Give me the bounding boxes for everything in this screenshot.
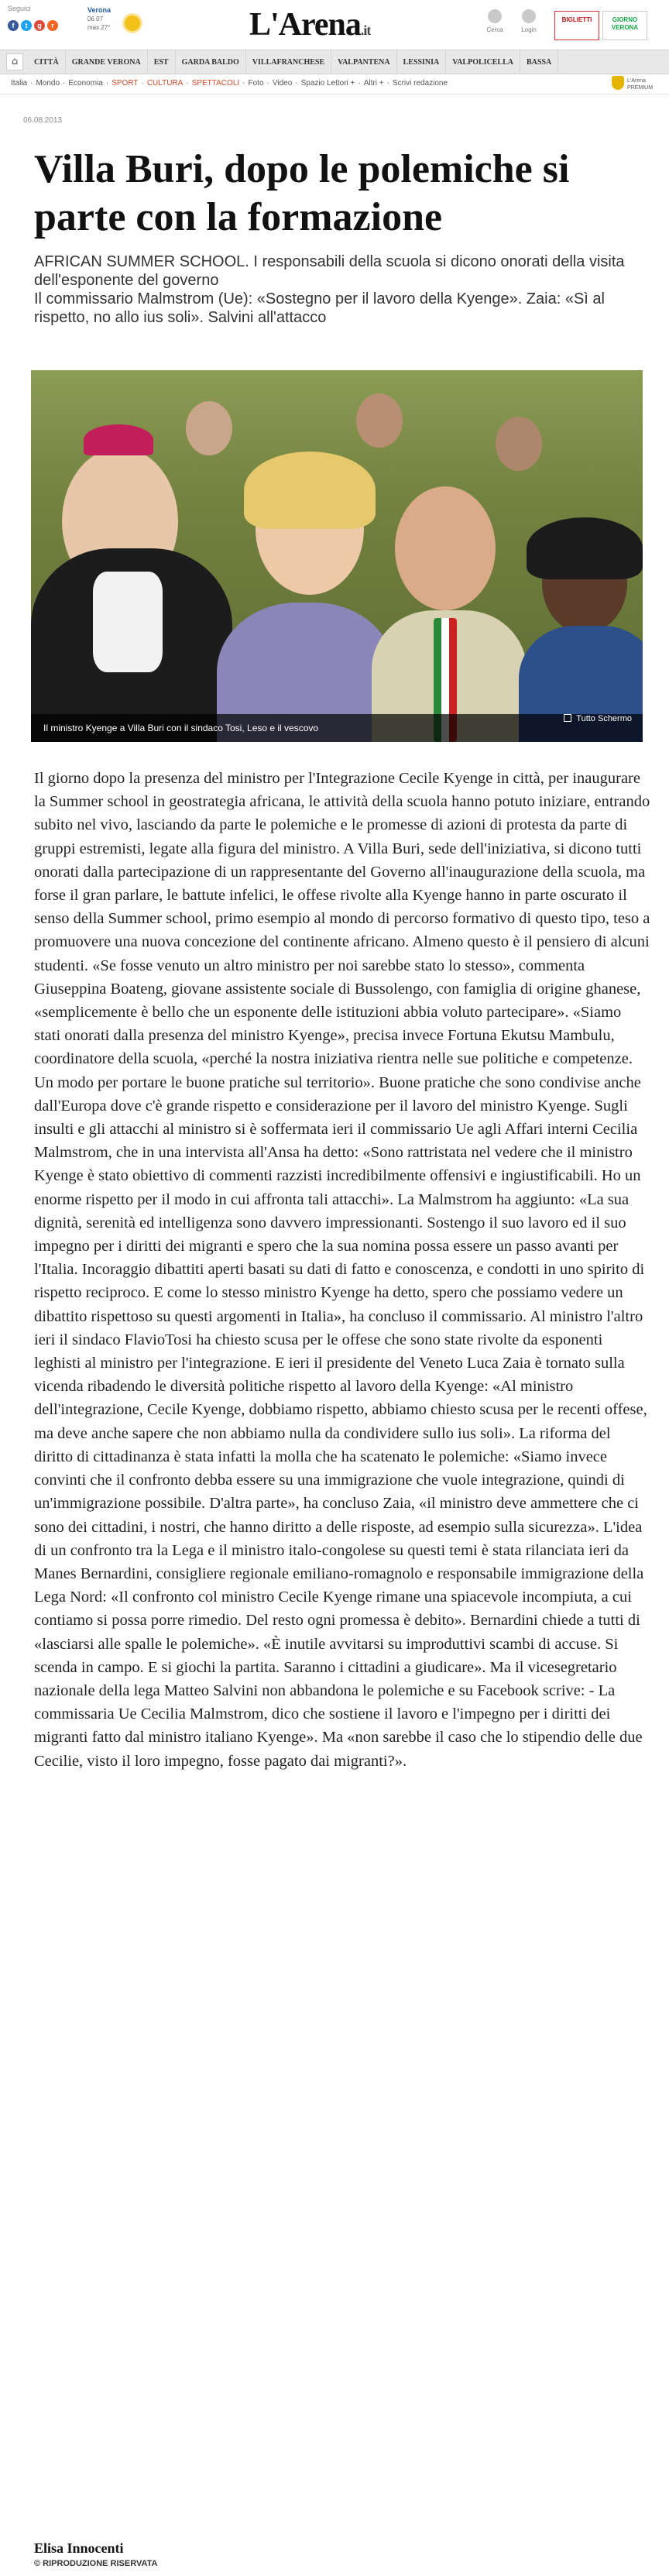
- subnav-item-spazio-lettori-[interactable]: Spazio Lettori +: [300, 79, 355, 88]
- photo-caption: [31, 714, 643, 742]
- nav-item-citta[interactable]: CITTÀ: [28, 50, 66, 75]
- subnav-item-scrivi-redazione[interactable]: Scrivi redazione: [392, 79, 448, 88]
- fullscreen-icon: [564, 714, 571, 722]
- logo-suffix: .it: [360, 22, 371, 38]
- subnav-item-altri-[interactable]: Altri +: [363, 79, 384, 88]
- googleplus-icon[interactable]: g: [34, 20, 45, 31]
- shield-icon: [612, 76, 624, 90]
- subnav-separator: ·: [266, 79, 269, 88]
- article-author: Elisa Innocenti: [34, 2540, 124, 2556]
- sub-nav: [0, 74, 669, 94]
- subnav-separator: ·: [30, 79, 33, 88]
- subnav-list: [11, 74, 451, 93]
- facebook-icon[interactable]: f: [8, 20, 19, 31]
- copyright-notice: © RIPRODUZIONE RISERVATA: [34, 2559, 158, 2568]
- subnav-item-italia[interactable]: Italia: [11, 79, 28, 88]
- nav-item-bassa[interactable]: BASSA: [520, 50, 558, 75]
- subnav-separator: ·: [386, 79, 389, 88]
- subnav-item-economia[interactable]: Economia: [68, 79, 103, 88]
- nav-list: [28, 50, 558, 75]
- nav-item-lessinia[interactable]: LESSINIA: [397, 50, 447, 75]
- site-logo[interactable]: [249, 6, 370, 43]
- premium-line2: PREMIUM: [627, 85, 654, 91]
- promo-banner-biglietti[interactable]: BIGLIETTI: [554, 11, 599, 40]
- user-icon: [522, 9, 536, 23]
- main-nav: [0, 50, 669, 74]
- rss-icon[interactable]: r: [47, 20, 58, 31]
- social-links: [8, 5, 85, 39]
- summary-line-2: Il commissario Malmstrom (Ue): «Sostegno per il lavoro della Kyenge». Zaia: «Sì al rispetto, no allo ius soli». Salvini all'attacco: [34, 290, 605, 326]
- subnav-item-sport[interactable]: SPORT: [112, 79, 139, 88]
- twitter-icon[interactable]: t: [21, 20, 32, 31]
- subnav-item-spettacoli[interactable]: SPETTACOLI: [191, 79, 240, 88]
- subnav-item-foto[interactable]: Foto: [248, 79, 264, 88]
- subnav-separator: ·: [242, 79, 245, 88]
- article-photo[interactable]: [31, 370, 643, 742]
- article-title: Villa Buri, dopo le polemiche si parte con la formazione: [34, 147, 570, 239]
- caption-text: Il ministro Kyenge a Villa Buri con il sindaco Tosi, Leso e il vescovo: [43, 723, 319, 733]
- premium-line1: L'Arena: [627, 78, 646, 84]
- search-button[interactable]: Cerca: [479, 5, 511, 40]
- weather-widget[interactable]: [87, 5, 149, 39]
- subnav-item-mondo[interactable]: Mondo: [36, 79, 60, 88]
- home-icon[interactable]: ⌂: [6, 53, 23, 70]
- subnav-separator: ·: [358, 79, 361, 88]
- premium-badge[interactable]: [612, 73, 666, 96]
- login-button[interactable]: Login: [513, 5, 545, 40]
- nav-item-garda-baldo[interactable]: GARDA BALDO: [176, 50, 246, 75]
- subnav-separator: ·: [295, 79, 298, 88]
- weather-line2: max 27°: [87, 24, 111, 31]
- subnav-item-cultura[interactable]: CULTURA: [146, 79, 184, 88]
- subnav-item-video[interactable]: Video: [272, 79, 293, 88]
- subnav-separator: ·: [105, 79, 109, 88]
- nav-item-grande-verona[interactable]: GRANDE VERONA: [66, 50, 148, 75]
- subnav-separator: ·: [141, 79, 144, 88]
- nav-item-valpolicella[interactable]: VALPOLICELLA: [446, 50, 520, 75]
- nav-item-est[interactable]: EST: [148, 50, 176, 75]
- article-body: Il giorno dopo la presenza del ministro per l'Integrazione Cecile Kyenge in città, per inaugurare la Summer school in geostrategia africana, le attività della scuola hanno potuto iniziare, entrando subito nel vivo, lasciando da parte le polemiche e le promesse di azioni di protesta da parte di gruppi estremisti, legate alla figura del ministro. A Villa Buri, sede dell'iniziativa, si dicono tutti onorati dalla partecipazione di un rappresentante del Governo all'inaugurazione della scuola, ma forse il gran parlare, le battute infelici, le offese rivolte alla Kyenge hanno in parte oscurato il senso della Summer school, primo esempio al mondo di percorso formativo di questo tipo, teso a promuovere una nuova concezione del continente africano. Almeno questo è il pensiero di alcuni studenti. «Se fosse venuto un altro ministro per noi sarebbe stato lo stesso», commenta Giuseppina Boateng, giovane assistente sociale di Bussolengo, con famiglia di origine ghanese, «semplicemente è bello che un esponente delle istituzioni abbia voluto partecipare». «Siamo stati onorati dalla presenza del ministro Kyenge», precisa invece Fortuna Ekutsu Mambulu, coordinatore della scuola, «perché la nostra iniziativa rientra nelle sue politiche e competenze. Un modo per portare le buone pratiche sul territorio». Buone pratiche che sono condivise anche dall'Europa dove c'è grande rispetto e considerazione per il lavoro del ministro Kyenge. Sugli insulti e gli attacchi al ministro si è soffermata ieri il commissario Ue agli Affari interni Cecilia Malmstrom, che in una intervista all'Ansa ha detto: «Sono rattristata nel vedere che il ministro Kyenge è stato obiettivo di commenti razzisti incredibilmente offensivi e ingiustificabili. Ho un enorme rispetto per il modo in cui affronta tali attacchi». La Malmstrom ha aggiunto: «La sua dignità, serenità ed intelligenza sono davvero impressionanti. Sostengo il suo lavoro ed il suo impegno per i diritti dei migranti e spero che la sua nomina possa essere un passo avanti per l'Italia. Incoraggio dibattiti aperti basati su dati di fatto e conoscenza, e condotti in uno spirito di rispetto reciproco. E come lo stesso ministro Kyenge ha detto, spero che possiamo vedere un dibattito rispettoso su questi argomenti in Italia», ha concluso il commissario. Al ministro l'altro ieri il sindaco FlavioTosi ha chiesto scusa per le offese che sono state rivolte da esponenti leghisti al ministro per l'integrazione. E ieri il presidente del Veneto Luca Zaia è tornato sulla vicenda ribadendo le diversità politiche rispetto al lavoro della Kyenge: «Al ministro dell'integrazione, Cecile Kyenge, dobbiamo rispetto, abbiamo chiesto scusa per le recenti offese, ma deve anche sapere che non abbiamo nulla da condividere sullo ius soli». La riforma del diritto di cittadinanza è stata infatti la molla che ha scatenato le polemiche: «Siamo invece convinti che il confronto debba essere su una immigrazione che vuole integrazione, quindi di un'immigrazione possibile. D'altra parte», ha concluso Zaia, «il ministro deve ammettere che ci sono dei cittadini, i nostri, che hanno diritto a delle risposte, ad esempio sulla sicurezza». L'idea di un confronto tra la Lega e il ministro italo-congolese su questi temi è stata rilanciata ieri da Manes Bernardini, consigliere regionale emiliano-romagnolo e responsabile immigrazione della Lega Nord: «Il confronto col ministro Cecile Kyenge rimane una spiacevole incompiuta, a cui contiamo si possa porre rimedio. Del resto ogni promessa è debito». Bernardini chiede a tutti di «lasciarsi alle spalle le polemiche». «È inutile avvitarsi su improduttivi scambi di accuse. Si scenda in campo. E si giochi la partita. Saranno i cittadini a giudicare». Ma il vicesegretario nazionale della lega Matteo Salvini non abbandona le polemiche e su Facebook scrive: - La commissaria Ue Cecilia Malmstrom, dico che sostiene il lavoro e l'impegno per i diritti dei migranti fatto dal ministro italiano Kyenge». Ma «non sarebbe il caso che lo stipendio delle due Cecilie, visto il loro impegno, fosse pagato dai migranti?».: [34, 770, 650, 1770]
- sun-icon: [125, 15, 140, 31]
- search-icon: [488, 9, 502, 23]
- site-header: [0, 0, 669, 50]
- weather-city: Verona: [87, 6, 112, 14]
- nav-item-valpantena[interactable]: VALPANTENA: [331, 50, 396, 75]
- promo-banner-giorno[interactable]: GIORNO VERONA: [602, 11, 647, 40]
- weather-line1: 06 07: [87, 15, 104, 22]
- subnav-separator: ·: [186, 79, 189, 88]
- article-summary: [34, 252, 654, 327]
- article-date: 06.08.2013: [23, 116, 63, 125]
- nav-item-villafranchese[interactable]: VILLAFRANCHESE: [246, 50, 331, 75]
- logo-text: L'Arena: [249, 7, 361, 43]
- summary-line-1: AFRICAN SUMMER SCHOOL. I responsabili della scuola si dicono onorati della visita dell'esponente del governo: [34, 253, 625, 289]
- fullscreen-button[interactable]: Tutto Schermo: [564, 714, 632, 723]
- subnav-separator: ·: [63, 79, 66, 88]
- seguici-label: Seguici: [8, 5, 31, 12]
- photo-person-mayor: [395, 486, 496, 610]
